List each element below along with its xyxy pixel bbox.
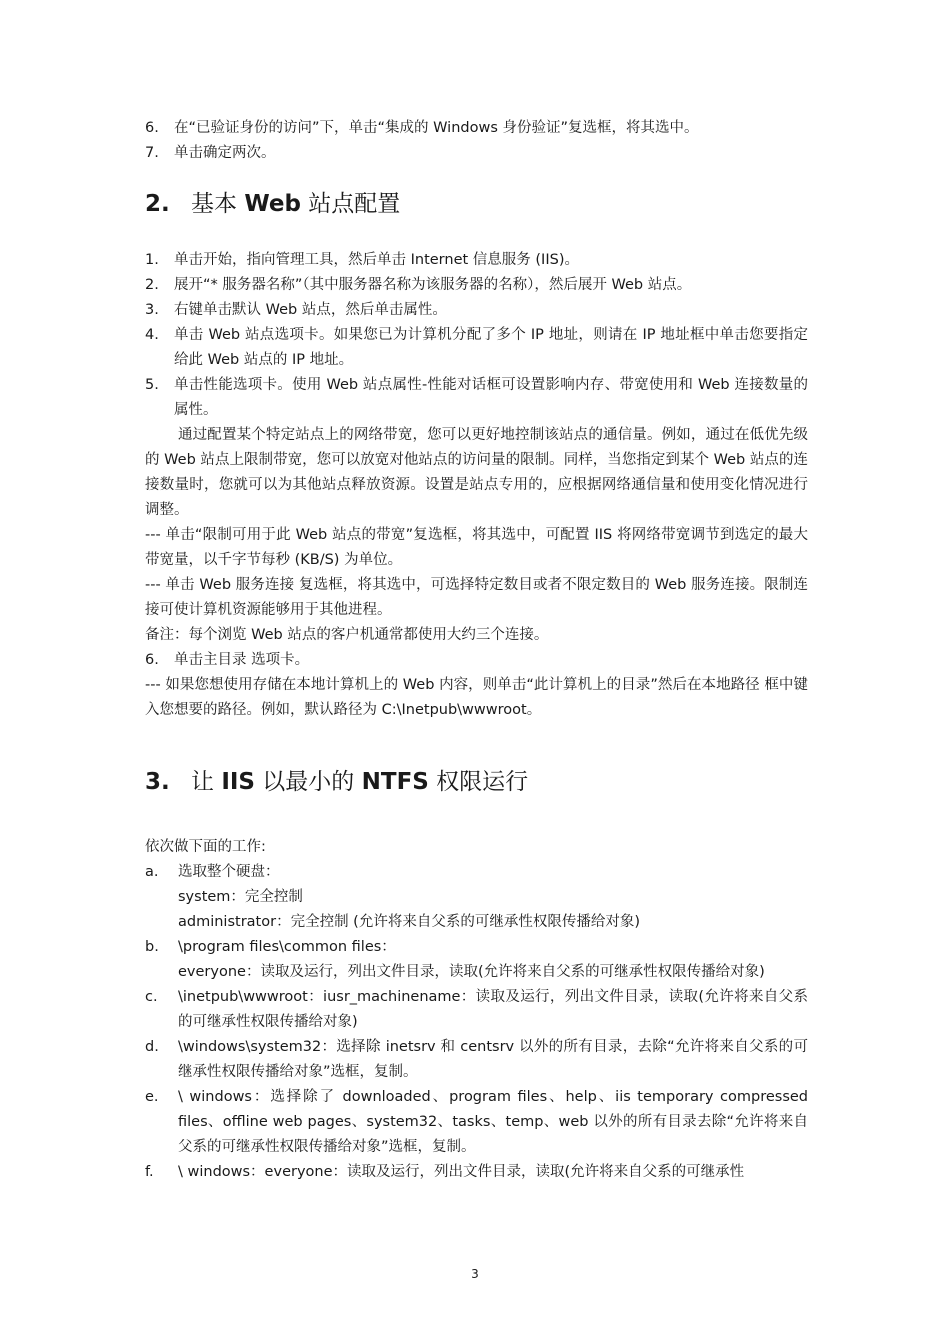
list-item <box>145 1160 808 1185</box>
list-item <box>145 116 808 141</box>
list-subline: everyone：读取及运行，列出文件目录，读取(允许将来自父系的可继承性权限传播给对象) <box>178 964 765 980</box>
title-part: 让 <box>191 769 222 795</box>
title-part: IIS <box>221 769 255 795</box>
list-letter: a. <box>145 864 159 880</box>
section-title <box>191 191 400 217</box>
title-part: NTFS <box>361 769 429 795</box>
list-item <box>145 141 808 166</box>
list-item <box>145 648 808 673</box>
page-number: 3 <box>471 1267 479 1281</box>
list-number: 5. <box>145 377 159 393</box>
list-text: \ windows：选择除了 downloaded、program files、help、iis temporary compressed files、offline web pages、system32、tasks、temp、web 以外的所有目录去除“允许将来自父系的可继承性权限传播给对象”选框，复制。 <box>178 1089 808 1155</box>
list-number: 4. <box>145 327 159 343</box>
list-text: 单击性能选项卡。使用 Web 站点属性-性能对话框可设置影响内存、带宽使用和 Web 连接数量的属性。 <box>174 377 808 418</box>
list-text: 单击 Web 站点选项卡。如果您已为计算机分配了多个 IP 地址，则请在 IP 地址框中单击您要指定给此 Web 站点的 IP 地址。 <box>174 327 808 368</box>
list-text: \inetpub\wwwroot：iusr_machinename：读取及运行，列出文件目录，读取(允许将来自父系的可继承性权限传播给对象) <box>178 989 808 1030</box>
paragraph-connections: --- 单击 Web 服务连接 复选框，将其选中，可选择特定数目或者不限定数目的 Web 服务连接。限制连接可使计算机资源能够用于其他进程。 <box>145 577 808 618</box>
section-intro: 依次做下面的工作: <box>145 839 266 855</box>
list-text: 右键单击默认 Web 站点，然后单击属性。 <box>174 302 447 318</box>
list-subline: administrator：完全控制 (允许将来自父系的可继承性权限传播给对象) <box>178 914 640 930</box>
list-number: 1. <box>145 252 159 268</box>
title-part: 站点配置 <box>300 191 401 217</box>
paragraph-limit-bandwidth: --- 单击“限制可用于此 Web 站点的带宽”复选框，将其选中，可配置 IIS 将网络带宽调节到选定的最大带宽量，以千字节每秒 (KB/S) 为单位。 <box>145 527 808 568</box>
title-part: 以最小的 <box>255 769 362 795</box>
title-part: 权限运行 <box>428 769 529 795</box>
paragraph-bandwidth: 通过配置某个特定站点上的网络带宽，您可以更好地控制该站点的通信量。例如，通过在低优先级的 Web 站点上限制带宽，您可以放宽对他站点的访问量的限制。同样，当您指定到某个 Web 站点的连接数量时，您就可以为其他站点释放资源。设置是站点专用的，应根据网络通信量和使用变化情况进行调整。 <box>145 427 808 518</box>
list-item <box>145 1085 808 1160</box>
section-heading <box>145 767 808 797</box>
list-item <box>145 273 808 298</box>
list-text: \windows\system32：选择除 inetsrv 和 centsrv 以外的所有目录，去除“允许将来自父系的可继承性权限传播给对象”选框，复制。 <box>178 1039 808 1080</box>
list-text: \program files\common files： <box>178 939 396 955</box>
list-number: 6. <box>145 652 159 668</box>
note: 备注：每个浏览 Web 站点的客户机通常都使用大约三个连接。 <box>145 627 549 643</box>
list-text: 在“已验证身份的访问”下，单击“集成的 Windows 身份验证”复选框，将其选中。 <box>174 120 699 136</box>
list-letter: d. <box>145 1039 159 1055</box>
list-letter: e. <box>145 1089 159 1105</box>
section-heading <box>145 189 808 219</box>
list-text: 单击确定两次。 <box>174 145 276 161</box>
list-item <box>145 860 808 885</box>
list-subline: system：完全控制 <box>178 889 303 905</box>
title-part: Web <box>244 191 301 217</box>
section-number: 2. <box>145 191 170 217</box>
section-number: 3. <box>145 769 170 795</box>
list-number: 2. <box>145 277 159 293</box>
paragraph-home-directory: --- 如果您想使用存储在本地计算机上的 Web 内容，则单击“此计算机上的目录”然后在本地路径 框中键入您想要的路径。例如，默认路径为 C:\Inetpub\wwwroot。 <box>145 677 808 718</box>
list-item <box>145 248 808 273</box>
list-letter: c. <box>145 989 158 1005</box>
list-number: 3. <box>145 302 159 318</box>
list-text: \ windows：everyone：读取及运行，列出文件目录，读取(允许将来自父系的可继承性 <box>178 1164 745 1180</box>
document-page <box>145 116 808 1185</box>
list-item <box>145 985 808 1035</box>
section-title <box>191 769 528 795</box>
list-item <box>145 323 808 373</box>
list-text: 选取整个硬盘： <box>178 864 280 880</box>
list-text: 单击开始，指向管理工具，然后单击 Internet 信息服务 (IIS)。 <box>174 252 579 268</box>
title-part: 基本 <box>191 191 245 217</box>
list-item <box>145 935 808 960</box>
list-number: 7. <box>145 145 159 161</box>
list-number: 6. <box>145 120 159 136</box>
list-item <box>145 373 808 423</box>
list-item <box>145 298 808 323</box>
list-letter: b. <box>145 939 159 955</box>
list-item <box>145 1035 808 1085</box>
list-text: 展开“* 服务器名称”（其中服务器名称为该服务器的名称），然后展开 Web 站点。 <box>174 277 692 293</box>
list-letter: f. <box>145 1164 154 1180</box>
list-text: 单击主目录 选项卡。 <box>174 652 310 668</box>
